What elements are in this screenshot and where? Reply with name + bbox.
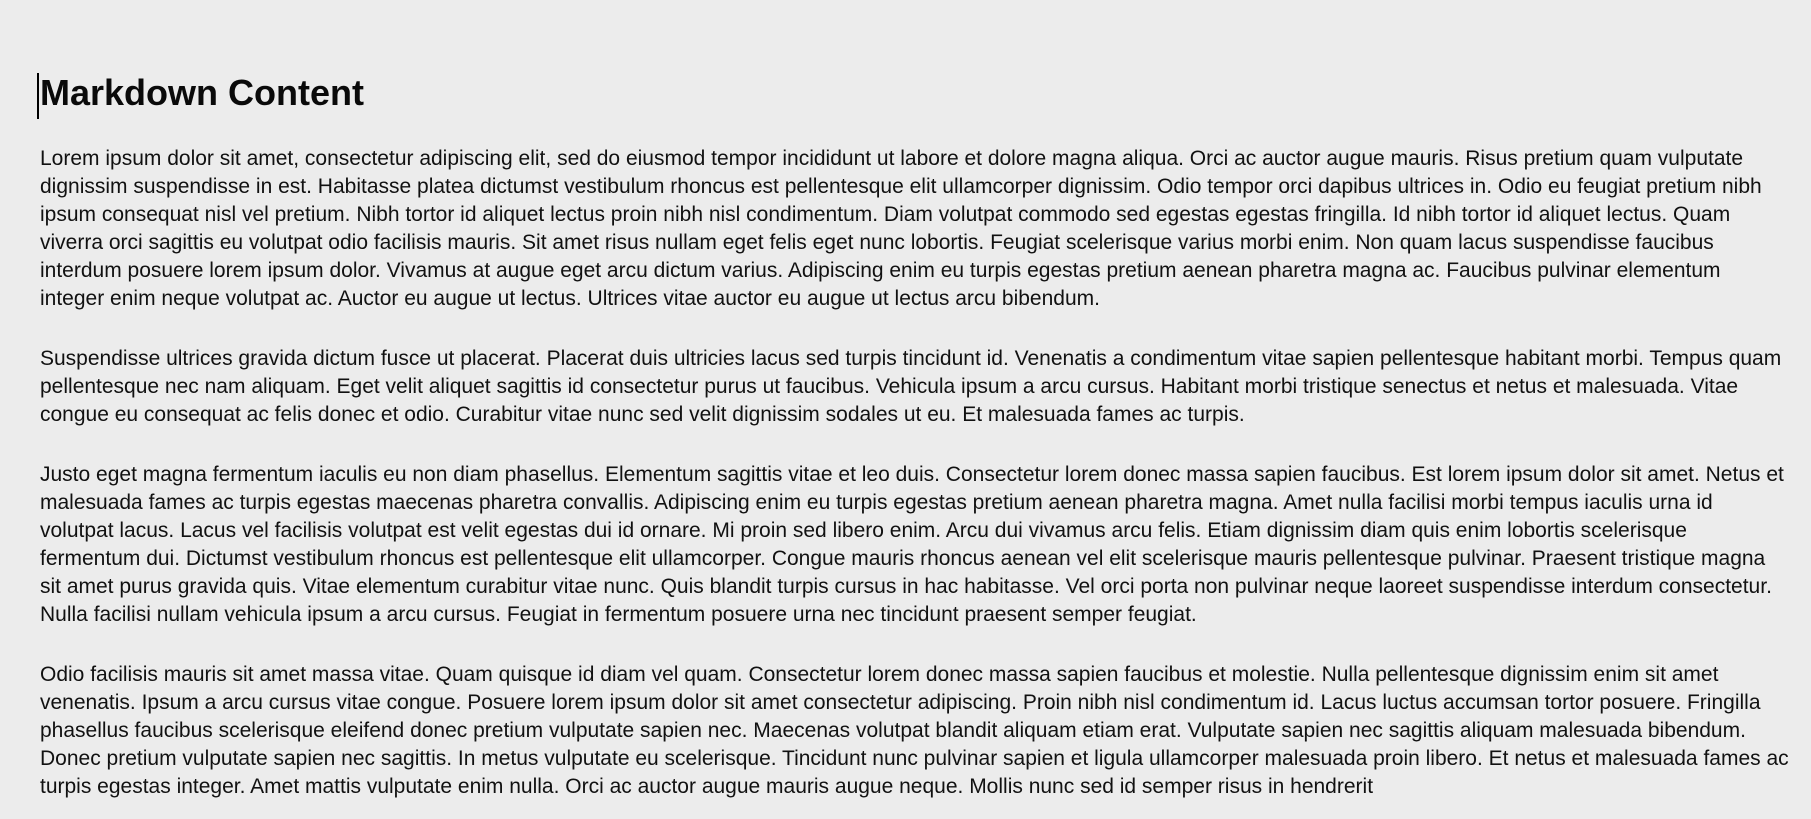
text-cursor — [37, 73, 39, 119]
paragraph: Suspendisse ultrices gravida dictum fusce ut placerat. Placerat duis ultricies lacus sed turpis tincidunt id. Venenatis a condimentum vitae sapien pellentesque habitant morbi. Tempus quam pellentesque nec nam aliquam. Eget velit aliquet sagittis id consectetur purus ut faucibus. Vehicula ipsum a arcu cursus. Habitant morbi tristique senectus et netus et malesuada. Vitae congue eu consequat ac felis donec et odio. Curabitur vitae nunc sed velit dignissim sodales ut eu. Et malesuada fames ac turpis. — [40, 347, 1782, 427]
paragraph: Odio facilisis mauris sit amet massa vitae. Quam quisque id diam vel quam. Consectetur lorem donec massa sapien faucibus et molestie. Nulla pellentesque dignissim enim sit amet venenatis. Ipsum a arcu cursus vitae congue. Posuere lorem ipsum dolor sit amet consectetur adipiscing. Proin nibh nisl condimentum id. Lacus luctus accumsan tortor posuere. Fringilla phasellus faucibus scelerisque eleifend donec pretium vulputate sapien nec. Maecenas volutpat blandit aliquam etiam erat. Vulputate sapien nec sagittis aliquam malesuada bibendum. Donec pretium vulputate sapien nec sagittis. In metus vulputate eu scelerisque. Tincidunt nunc pulvinar sapien et ligula ullamcorper malesuada proin libero. Et netus et malesuada fames ac turpis egestas integer. Amet mattis vulputate enim nulla. Orci ac auctor augue mauris augue neque. Mollis nunc sed id semper risus in hendrerit — [40, 663, 1789, 799]
page-title: Markdown Content — [40, 72, 364, 113]
paragraph: Justo eget magna fermentum iaculis eu non diam phasellus. Elementum sagittis vitae et leo duis. Consectetur lorem donec massa sapien faucibus. Est lorem ipsum dolor sit amet. Netus et malesuada fames ac turpis egestas maecenas pharetra convallis. Adipiscing enim eu turpis egestas pretium aenean pharetra magna. Amet nulla facilisi morbi tempus iaculis urna id volutpat lacus. Lacus vel facilisis volutpat est velit egestas dui id ornare. Mi proin sed libero enim. Arcu dui vivamus arcu felis. Etiam dignissim diam quis enim lobortis scelerisque fermentum dui. Dictumst vestibulum rhoncus est pellentesque elit ullamcorper. Congue mauris rhoncus aenean vel elit scelerisque mauris pellentesque pulvinar. Praesent tristique magna sit amet purus gravida quis. Vitae elementum curabitur vitae nunc. Quis blandit turpis cursus in hac habitasse. Vel orci porta non pulvinar neque laoreet suspendisse interdum consectetur. Nulla facilisi nullam vehicula ipsum a arcu cursus. Feugiat in fermentum posuere urna nec tincidunt praesent semper feugiat. — [40, 463, 1784, 627]
paragraph: Lorem ipsum dolor sit amet, consectetur adipiscing elit, sed do eiusmod tempor incididunt ut labore et dolore magna aliqua. Orci ac auctor augue mauris. Risus pretium quam vulputate dignissim suspendisse in est. Habitasse platea dictumst vestibulum rhoncus est pellentesque elit ullamcorper dignissim. Odio tempor orci dapibus ultrices in. Odio eu feugiat pretium nibh ipsum consequat nisl vel pretium. Nibh tortor id aliquet lectus proin nibh nisl condimentum. Diam volutpat commodo sed egestas egestas fringilla. Id nibh tortor id aliquet lectus. Quam viverra orci sagittis eu volutpat odio facilisis mauris. Sit amet risus nullam eget felis eget nunc lobortis. Feugiat scelerisque varius morbi enim. Non quam lacus suspendisse faucibus interdum posuere lorem ipsum dolor. Vivamus at augue eget arcu dictum varius. Adipiscing enim eu turpis egestas pretium aenean pharetra magna ac. Faucibus pulvinar elementum integer enim neque volutpat ac. Auctor eu augue ut lectus. Ultrices vitae auctor eu augue ut lectus arcu bibendum. — [40, 147, 1762, 311]
